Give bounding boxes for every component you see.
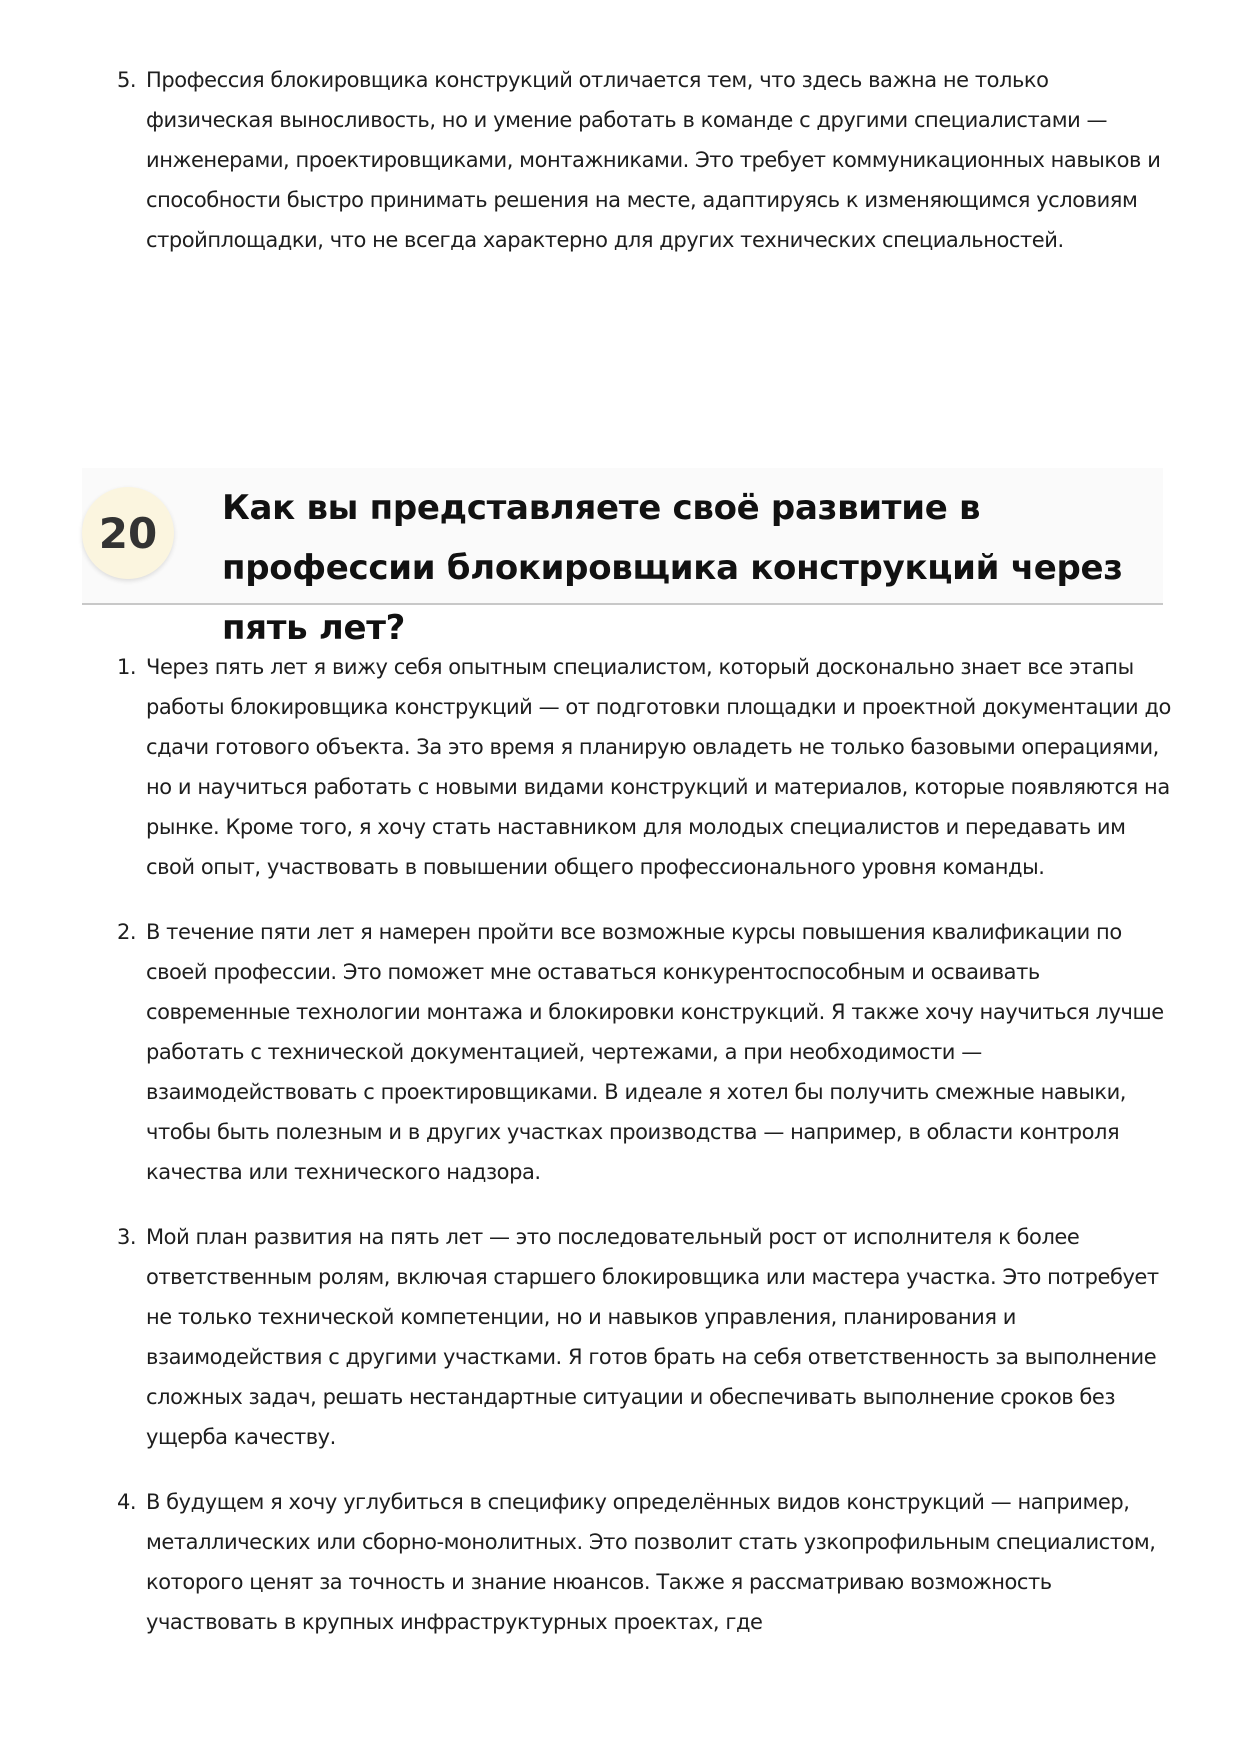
question-number-badge: 20 — [82, 487, 174, 579]
answers-list — [116, 647, 1174, 1667]
list-item-number: 1. — [117, 655, 137, 679]
list-item-number: 5. — [117, 68, 137, 92]
question-title: Как вы представляете своё развитие в профессии блокировщика конструкций через пять лет? — [222, 488, 1123, 648]
list-item-number: 4. — [117, 1490, 137, 1514]
list-item-text: Через пять лет я вижу себя опытным специалистом, который досконально знает все этапы работы блокировщика конструкций — от подготовки площадки и проектной документации до сдачи готового объекта. За это время я планирую овладеть не только базовыми операциями, но и научиться работать с новыми видами конструкций и материалов, которые появляются на рынке. Кроме того, я хочу стать наставником для молодых специалистов и передавать им свой опыт, участвовать в повышении общего профессионального уровня команды. — [146, 655, 1171, 879]
list-item-number: 3. — [117, 1225, 137, 1249]
list-item-text: Мой план развития на пять лет — это последовательный рост от исполнителя к более ответственным ролям, включая старшего блокировщика или мастера участка. Это потребует не только технической компетенции, но и навыков управления, планирования и взаимодействия с другими участками. Я готов брать на себя ответственность за выполнение сложных задач, решать нестандартные ситуации и обеспечивать выполнение сроков без ущерба качеству. — [146, 1225, 1159, 1449]
previous-answers-list — [116, 60, 1174, 285]
question-header — [82, 468, 1163, 648]
list-item-number: 2. — [117, 920, 137, 944]
list-item — [116, 1217, 1174, 1457]
list-item — [116, 647, 1174, 887]
list-item — [116, 60, 1174, 260]
list-item — [116, 1482, 1174, 1642]
list-item-text: В течение пяти лет я намерен пройти все возможные курсы повышения квалификации по своей профессии. Это поможет мне оставаться конкурентоспособным и осваивать современные технологии монтажа и блокировки конструкций. Я также хочу научиться лучше работать с технической документацией, чертежами, а при необходимости — взаимодействовать с проектировщиками. В идеале я хотел бы получить смежные навыки, чтобы быть полезным и в других участках производства — например, в области контроля качества или технического надзора. — [146, 920, 1164, 1184]
list-item-text: Профессия блокировщика конструкций отличается тем, что здесь важна не только физическая выносливость, но и умение работать в команде с другими специалистами — инженерами, проектировщиками, монтажниками. Это требует коммуникационных навыков и способности быстро принимать решения на месте, адаптируясь к изменяющимся условиям стройплощадки, что не всегда характерно для других технических специальностей. — [146, 68, 1161, 252]
list-item-text: В будущем я хочу углубиться в специфику определённых видов конструкций — например, металлических или сборно-монолитных. Это позволит стать узкопрофильным специалистом, которого ценят за точность и знание нюансов. Также я рассматриваю возможность участвовать в крупных инфраструктурных проектах, где — [146, 1490, 1156, 1634]
list-item — [116, 912, 1174, 1192]
